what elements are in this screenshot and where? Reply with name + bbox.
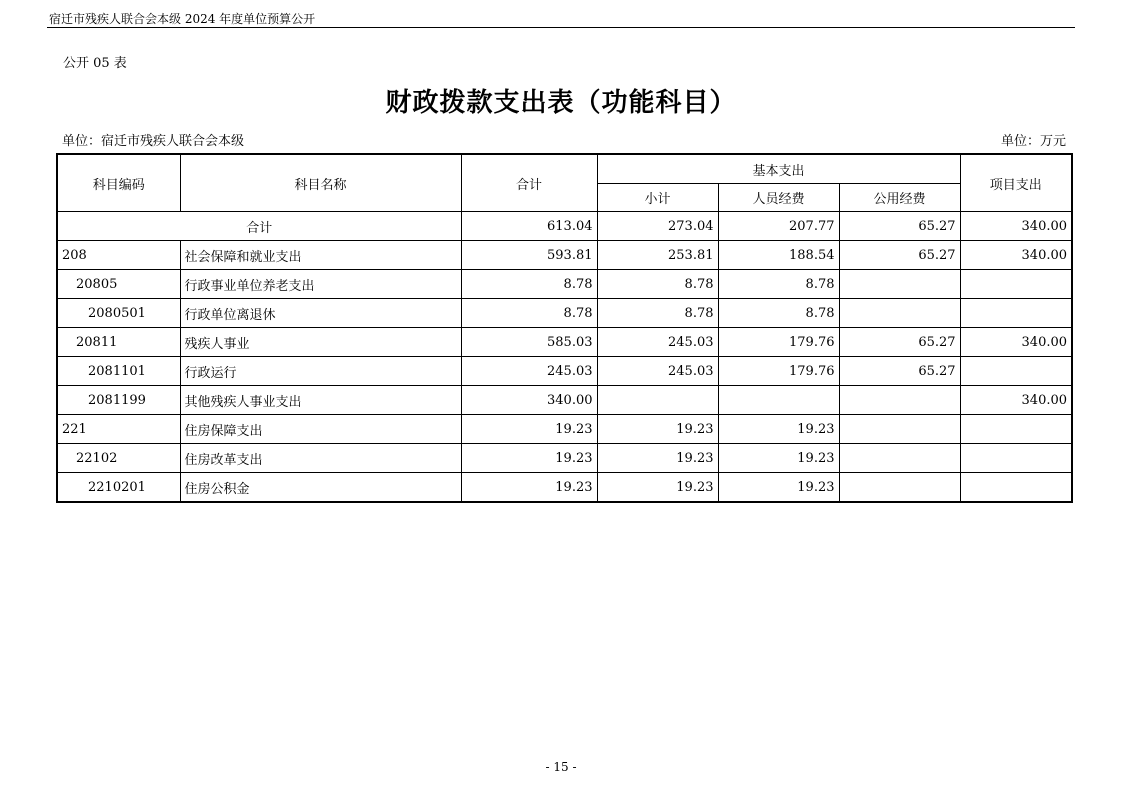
row-personnel: 8.78 bbox=[718, 299, 839, 328]
table-row bbox=[57, 241, 1072, 270]
row-personnel: 179.76 bbox=[718, 357, 839, 386]
row-subtotal: 8.78 bbox=[597, 270, 718, 299]
row-project bbox=[960, 415, 1072, 444]
row-public bbox=[839, 270, 960, 299]
row-project bbox=[960, 357, 1072, 386]
row-code: 221 bbox=[57, 415, 180, 444]
row-total: 593.81 bbox=[461, 241, 597, 270]
row-project bbox=[960, 473, 1072, 503]
row-total: 8.78 bbox=[461, 270, 597, 299]
table-row bbox=[57, 357, 1072, 386]
table-row bbox=[57, 444, 1072, 473]
row-name: 其他残疾人事业支出 bbox=[180, 386, 461, 415]
row-personnel: 19.23 bbox=[718, 415, 839, 444]
header-divider bbox=[47, 27, 1075, 28]
row-code: 2080501 bbox=[57, 299, 180, 328]
row-total: 19.23 bbox=[461, 415, 597, 444]
row-personnel: 188.54 bbox=[718, 241, 839, 270]
table-row bbox=[57, 299, 1072, 328]
table-row bbox=[57, 415, 1072, 444]
row-subtotal: 19.23 bbox=[597, 473, 718, 503]
row-project: 340.00 bbox=[960, 241, 1072, 270]
total-cell-project: 340.00 bbox=[960, 212, 1072, 241]
row-code: 2210201 bbox=[57, 473, 180, 503]
row-name: 住房改革支出 bbox=[180, 444, 461, 473]
row-total: 245.03 bbox=[461, 357, 597, 386]
row-public: 65.27 bbox=[839, 328, 960, 357]
row-name: 社会保障和就业支出 bbox=[180, 241, 461, 270]
col-header-subtotal: 小计 bbox=[597, 184, 718, 212]
col-header-public: 公用经费 bbox=[839, 184, 960, 212]
total-cell-public: 65.27 bbox=[839, 212, 960, 241]
row-code: 2081199 bbox=[57, 386, 180, 415]
row-code: 20805 bbox=[57, 270, 180, 299]
row-project bbox=[960, 270, 1072, 299]
row-subtotal: 245.03 bbox=[597, 328, 718, 357]
row-personnel bbox=[718, 386, 839, 415]
row-personnel: 179.76 bbox=[718, 328, 839, 357]
row-project: 340.00 bbox=[960, 386, 1072, 415]
row-personnel: 19.23 bbox=[718, 444, 839, 473]
page-title: 财政拨款支出表（功能科目） bbox=[385, 88, 737, 118]
row-project bbox=[960, 444, 1072, 473]
unit-name: 单位：宿迁市残疾人联合会本级 bbox=[62, 134, 245, 149]
row-project: 340.00 bbox=[960, 328, 1072, 357]
row-public bbox=[839, 299, 960, 328]
row-name: 残疾人事业 bbox=[180, 328, 461, 357]
col-header-basic: 基本支出 bbox=[597, 154, 960, 184]
row-name: 住房公积金 bbox=[180, 473, 461, 503]
row-public bbox=[839, 415, 960, 444]
row-total: 8.78 bbox=[461, 299, 597, 328]
col-header-code: 科目编码 bbox=[57, 154, 180, 212]
row-code: 2081101 bbox=[57, 357, 180, 386]
row-code: 20811 bbox=[57, 328, 180, 357]
row-subtotal: 19.23 bbox=[597, 444, 718, 473]
row-code: 22102 bbox=[57, 444, 180, 473]
table-row bbox=[57, 473, 1072, 503]
col-header-personnel: 人员经费 bbox=[718, 184, 839, 212]
header-row-1 bbox=[57, 154, 1072, 184]
currency-unit: 单位：万元 bbox=[1000, 134, 1066, 149]
total-cell-total: 613.04 bbox=[461, 212, 597, 241]
table-row bbox=[57, 386, 1072, 415]
row-code: 208 bbox=[57, 241, 180, 270]
total-cell-personnel: 207.77 bbox=[718, 212, 839, 241]
row-name: 住房保障支出 bbox=[180, 415, 461, 444]
col-header-name: 科目名称 bbox=[180, 154, 461, 212]
row-total: 19.23 bbox=[461, 444, 597, 473]
table-row bbox=[57, 328, 1072, 357]
row-project bbox=[960, 299, 1072, 328]
row-subtotal bbox=[597, 386, 718, 415]
row-subtotal: 8.78 bbox=[597, 299, 718, 328]
row-personnel: 8.78 bbox=[718, 270, 839, 299]
row-total: 19.23 bbox=[461, 473, 597, 503]
row-public bbox=[839, 386, 960, 415]
row-subtotal: 245.03 bbox=[597, 357, 718, 386]
total-row bbox=[57, 212, 1072, 241]
table-number: 公开 05 表 bbox=[63, 56, 127, 71]
row-subtotal: 253.81 bbox=[597, 241, 718, 270]
col-header-total: 合计 bbox=[461, 154, 597, 212]
row-name: 行政运行 bbox=[180, 357, 461, 386]
total-cell-subtotal: 273.04 bbox=[597, 212, 718, 241]
row-total: 340.00 bbox=[461, 386, 597, 415]
row-name: 行政事业单位养老支出 bbox=[180, 270, 461, 299]
budget-table bbox=[56, 153, 1073, 503]
total-label: 合计 bbox=[57, 212, 461, 241]
page-number: - 15 - bbox=[545, 760, 577, 774]
row-subtotal: 19.23 bbox=[597, 415, 718, 444]
running-header: 宿迁市残疾人联合会本级 2024 年度单位预算公开 bbox=[49, 12, 316, 26]
col-header-project: 项目支出 bbox=[960, 154, 1072, 212]
row-public: 65.27 bbox=[839, 357, 960, 386]
row-total: 585.03 bbox=[461, 328, 597, 357]
row-public: 65.27 bbox=[839, 241, 960, 270]
table-row bbox=[57, 270, 1072, 299]
row-personnel: 19.23 bbox=[718, 473, 839, 503]
row-public bbox=[839, 473, 960, 503]
row-public bbox=[839, 444, 960, 473]
row-name: 行政单位离退休 bbox=[180, 299, 461, 328]
